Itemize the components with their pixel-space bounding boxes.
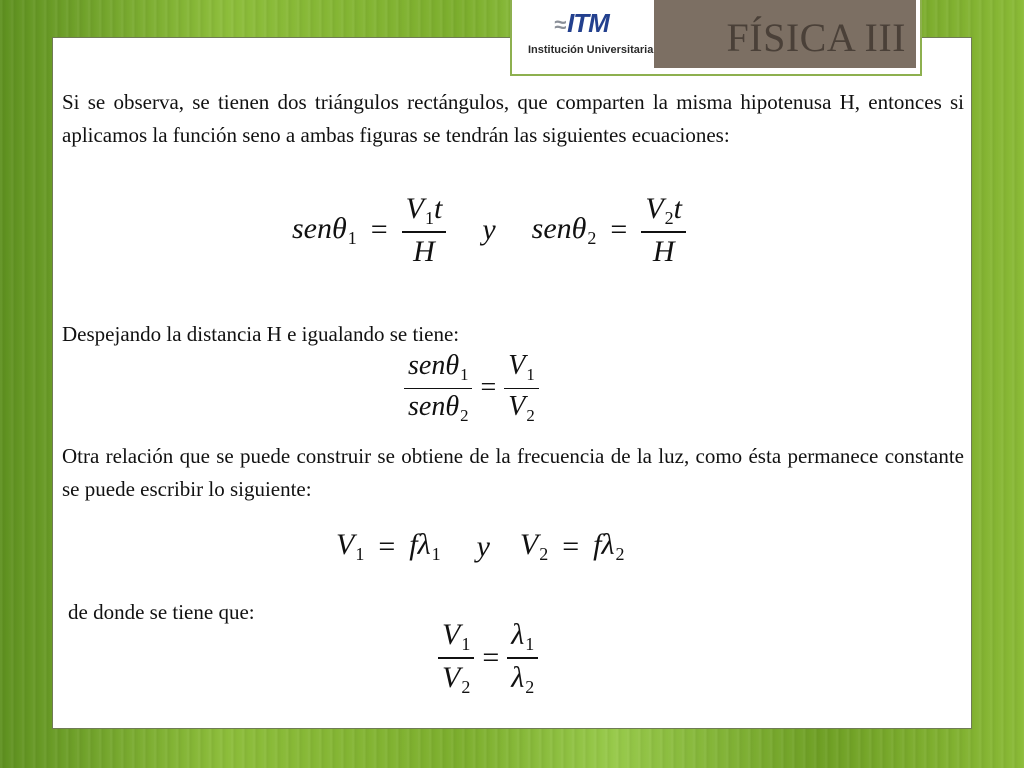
course-title-box — [654, 0, 916, 68]
logo-subtitle: Institución Universitaria — [528, 44, 654, 56]
eq3-conjunction: y — [476, 529, 490, 563]
institution-logo — [520, 0, 660, 68]
eq4-fraction-left: $\frac{V_1}{V_2}$ — [438, 620, 474, 696]
equation-sine-ratios: senθ$_1$ = $\frac{V_1t}{H}$ y senθ$_2$ = $\frac{V_2t}{H}$ — [292, 194, 686, 267]
equation-sine-velocity-ratio: $\frac{sen\theta_1}{sen\theta_2}$ = $\frac{V_1}{V_2}$ — [404, 352, 539, 425]
paragraph-conclusion: de donde se tiene que: — [68, 600, 255, 624]
eq1-conjunction: y — [482, 213, 496, 247]
slide-header — [510, 0, 922, 76]
eq1-fraction-2: $\frac{V_2t}{H}$ — [641, 194, 686, 267]
logo-swoosh-icon: ≈ — [554, 12, 566, 37]
equation-velocity-frequency: $V_1$ = $f\lambda_1$ y $V_2$ = $f\lambda_2$ — [336, 528, 625, 565]
eq1-fraction-1: $\frac{V_1t}{H}$ — [402, 194, 447, 267]
equation-velocity-wavelength-ratio: $\frac{V_1}{V_2}$ = $\frac{\lambda_1}{\lambda_2}$ — [438, 620, 538, 696]
eq3-rhs-b: $f\lambda_2$ — [593, 528, 625, 565]
eq1-lhs-1: senθ$_1$ — [292, 211, 357, 249]
paragraph-despejando: Despejando la distancia H e igualando se tiene: — [62, 322, 460, 346]
paragraph-frequency: Otra relación que se puede construir se obtiene de la frecuencia de la luz, como ésta permanece constante se puede escribir lo siguiente: — [62, 444, 964, 501]
paragraph-intro: Si se observa, se tienen dos triángulos rectángulos, que comparten la misma hipotenusa H, entonces si aplicamos la función seno a ambas figuras se tendrán las siguientes ecuaciones: — [62, 90, 964, 147]
eq3-lhs-b: $V_2$ — [519, 528, 549, 565]
eq1-lhs-2: senθ$_2$ — [531, 211, 597, 249]
eq3-lhs-a: $V_1$ — [336, 528, 365, 565]
eq3-rhs-a: $f\lambda_1$ — [409, 528, 441, 565]
course-title: FÍSICA III — [726, 15, 906, 60]
eq2-fraction-left: $\frac{sen\theta_1}{sen\theta_2}$ — [404, 352, 472, 425]
eq2-fraction-right: $\frac{V_1}{V_2}$ — [504, 352, 539, 425]
eq4-fraction-right: $\frac{\lambda_1}{\lambda_2}$ — [507, 620, 538, 696]
logo-mark-text: ITM — [567, 8, 609, 38]
